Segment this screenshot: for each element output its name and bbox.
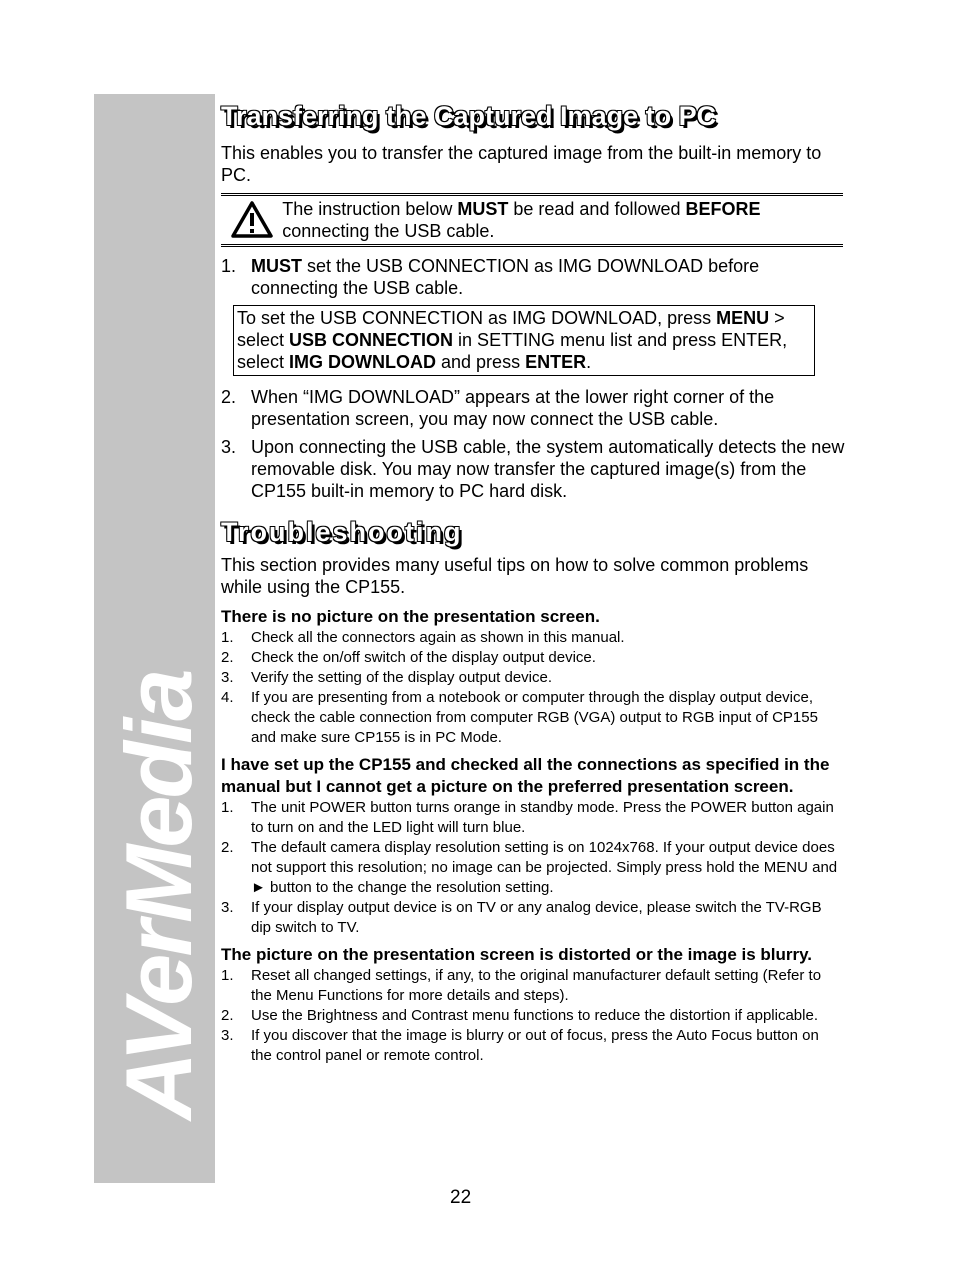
list-item: 2. When “IMG DOWNLOAD” appears at the lower right corner of the presentation screen, you may now connect the USB cable. — [221, 387, 775, 429]
transfer-intro: This enables you to transfer the captured image from the built-in memory to PC. — [221, 143, 822, 185]
brand-logo: AVerMedia — [106, 671, 211, 1120]
warning-icon — [221, 200, 282, 240]
warning-notice — [221, 193, 843, 247]
problem-solutions — [221, 628, 843, 748]
problem-heading: The picture on the presentation screen is distorted or the image is blurry. — [221, 945, 813, 964]
problem-solutions — [221, 966, 843, 1066]
list-item: 1. The unit POWER button turns orange in standby mode. Press the POWER button again to turn on and the LED light will turn blue. — [221, 799, 834, 836]
section-title-troubleshooting: Troubleshooting — [221, 517, 463, 547]
page-number: 22 — [450, 1187, 472, 1208]
list-item: 3. Upon connecting the USB cable, the system automatically detects the new removable disk. You may now transfer the captured image(s) from the CP155 built-in memory to PC hard disk. — [221, 437, 845, 501]
list-item: 3. Verify the setting of the display output device. — [221, 669, 553, 686]
list-item: 2. The default camera display resolution setting is on 1024x768. If your output device does not support this resolution; no image can be projected. Simply press hold the MENU and ► button to the change the resolution setting. — [221, 839, 838, 896]
usb-setting-box: To set the USB CONNECTION as IMG DOWNLOAD, press MENU > select USB CONNECTION in SETTING menu list and press ENTER, select IMG DOWNLOAD and press ENTER. — [233, 305, 815, 376]
list-item: 1. Reset all changed settings, if any, to the original manufacturer default setting (Refer to the Menu Functions for more details and steps). — [221, 967, 822, 1004]
list-item: 4. If you are presenting from a notebook or computer through the display output device, check the cable connection from computer RGB (VGA) output to RGB input of CP155 and make sure CP155 is in PC Mode. — [221, 689, 818, 746]
troubleshooting-intro: This section provides many useful tips on how to solve common problems while using the CP155. — [221, 555, 809, 597]
list-item: 3. If your display output device is on TV or any analog device, please switch the TV-RGB dip switch to TV. — [221, 899, 822, 936]
list-item: 1. MUST set the USB CONNECTION as IMG DOWNLOAD before connecting the USB cable. — [221, 256, 760, 298]
list-item: 2. Check the on/off switch of the display output device. — [221, 649, 596, 666]
list-item: 2. Use the Brightness and Contrast menu functions to reduce the distortion if applicable. — [221, 1007, 818, 1024]
list-item: 3. If you discover that the image is blurry or out of focus, press the Auto Focus button on the control panel or remote control. — [221, 1027, 819, 1064]
transfer-steps-continued — [221, 386, 843, 502]
transfer-steps — [221, 255, 843, 299]
problem-solutions — [221, 798, 843, 938]
problem-heading: There is no picture on the presentation screen. — [221, 607, 600, 626]
warning-text: The instruction below MUST be read and followed BEFORE connecting the USB cable. — [282, 199, 761, 241]
list-item: 1. Check all the connectors again as shown in this manual. — [221, 629, 625, 646]
main-content — [221, 96, 843, 1066]
problem-heading: I have set up the CP155 and checked all the connections as specified in the manual but I cannot get a picture on the preferred presentation screen. — [221, 755, 830, 796]
section-title-transfer: Transferring the Captured Image to PC — [221, 101, 717, 131]
